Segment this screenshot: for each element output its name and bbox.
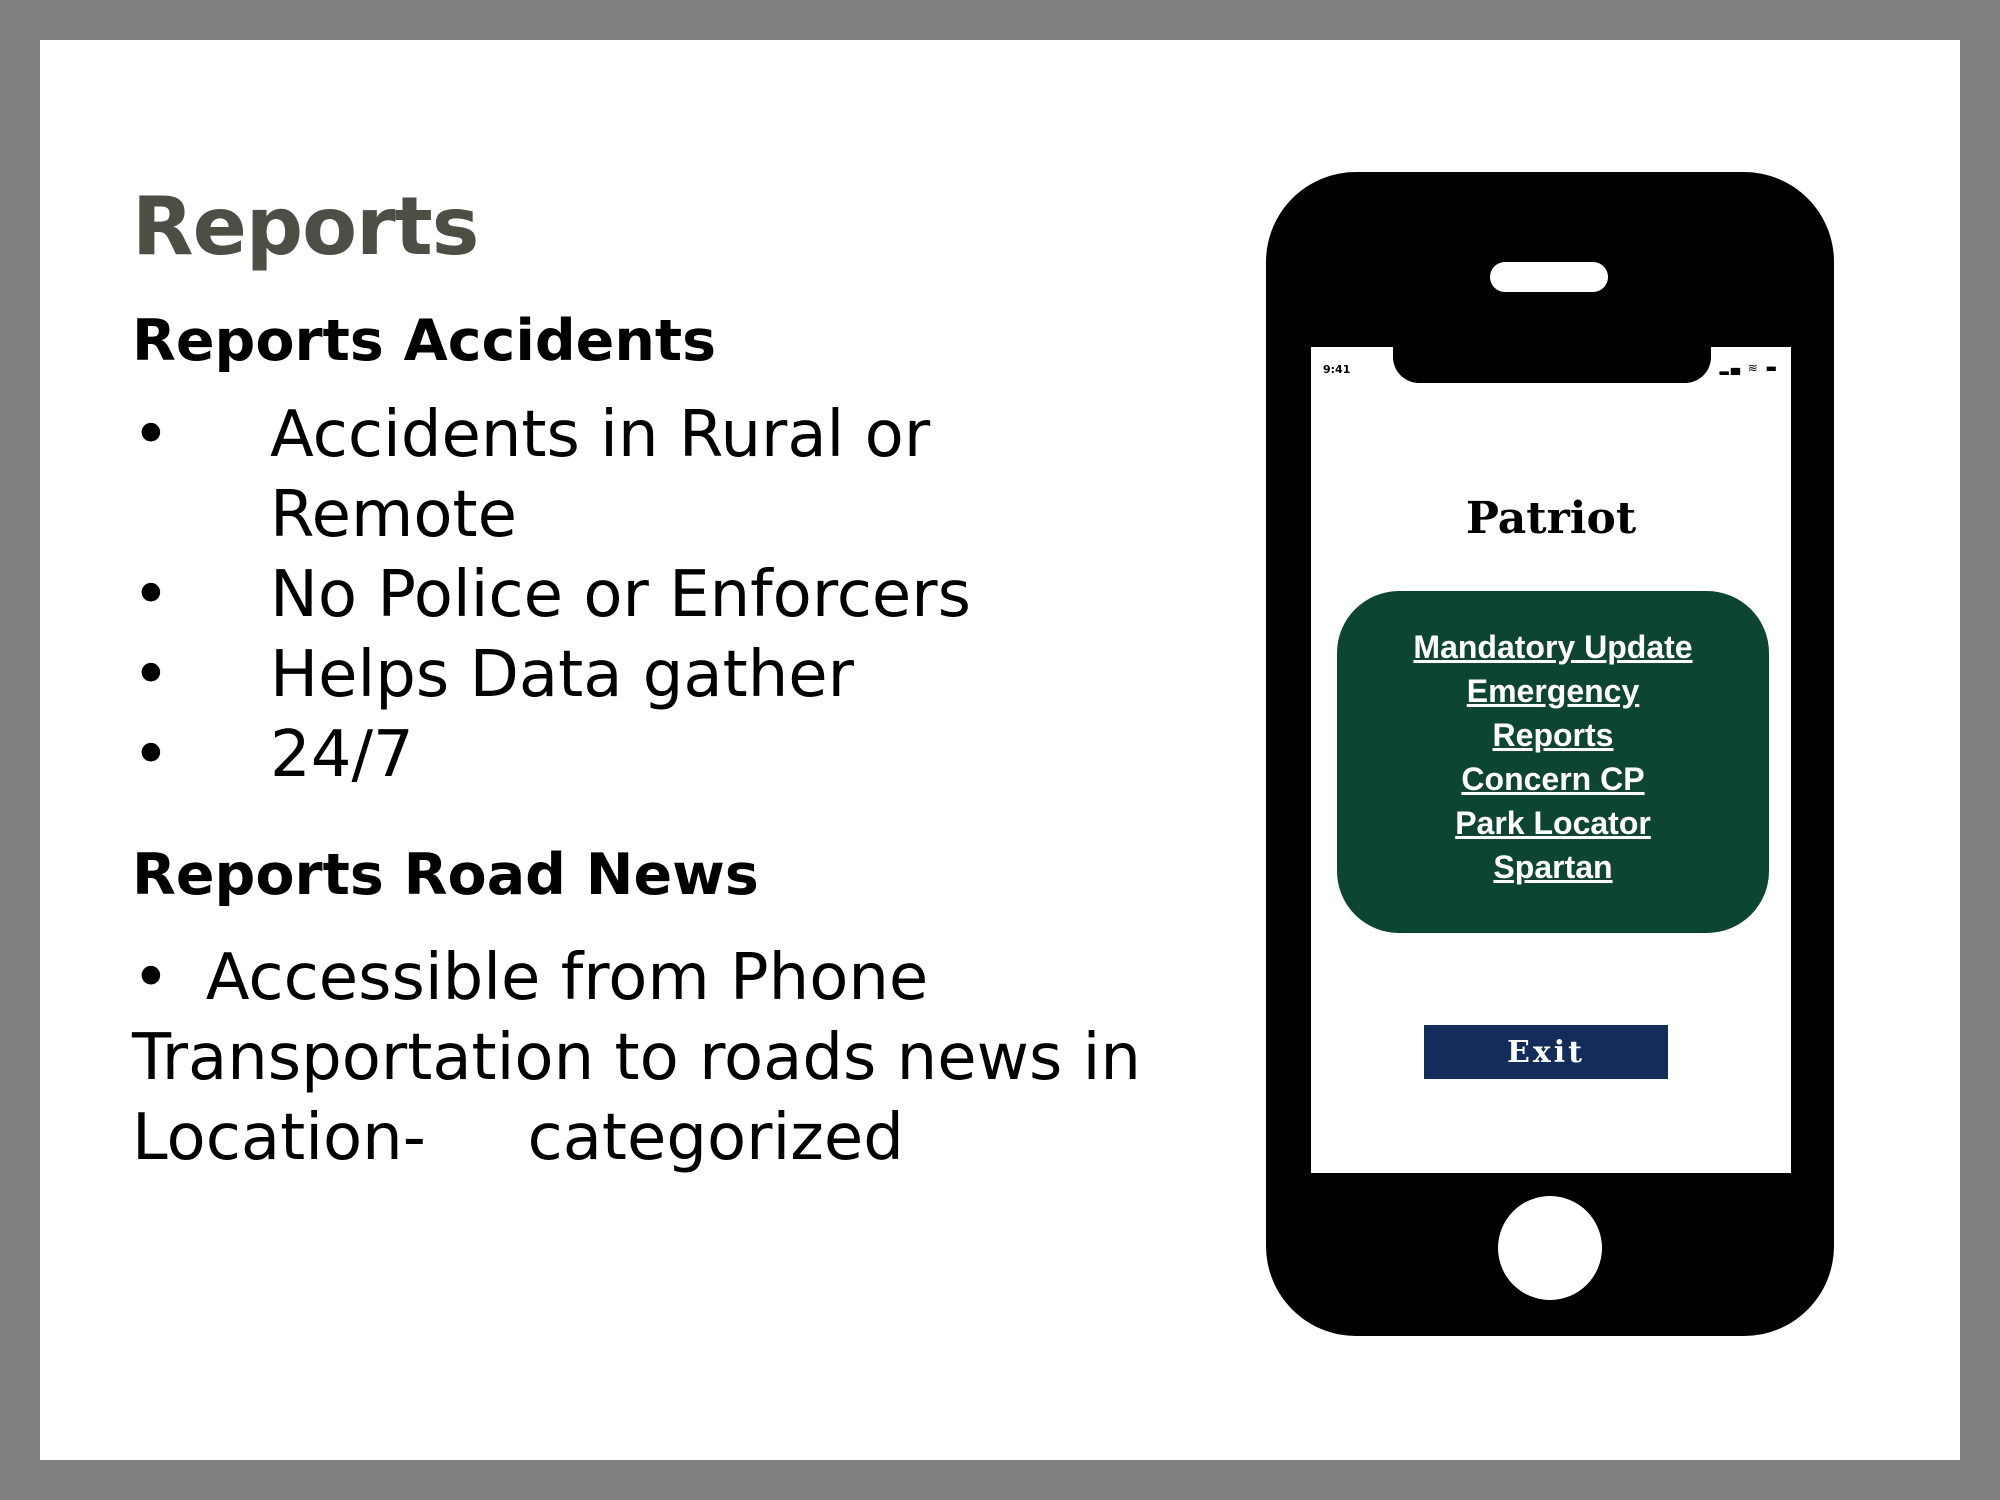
menu-link-reports[interactable]: Reports <box>1492 717 1614 753</box>
bullet-item <box>132 715 1030 795</box>
phone-illustration <box>1266 172 1834 1336</box>
bullet-text: 24/7 <box>270 718 414 792</box>
slide-title: Reports <box>132 180 479 273</box>
bullet-dot: • <box>132 558 170 632</box>
exit-button[interactable]: Exit <box>1424 1025 1668 1079</box>
road-bullet-text: Accessible from Phone <box>205 941 929 1015</box>
phone-speaker <box>1490 262 1608 292</box>
road-line-3: Location- categorized <box>132 1101 904 1175</box>
menu-link-park-locator[interactable]: Park Locator <box>1455 805 1651 841</box>
app-menu <box>1337 591 1769 933</box>
status-icons: ▂▄ ≋ ▬ <box>1719 361 1779 375</box>
bullet-dot: • <box>132 398 170 472</box>
menu-link-mandatory-update[interactable]: Mandatory Update <box>1413 629 1693 665</box>
road-line-2: Transportation to roads news in <box>132 1021 1141 1095</box>
home-button[interactable] <box>1498 1196 1602 1300</box>
phone-screen <box>1311 347 1791 1173</box>
road-bullet-line <box>132 938 1141 1018</box>
phone-notch <box>1393 347 1711 383</box>
menu-link-emergency[interactable]: Emergency <box>1466 673 1640 709</box>
slide <box>40 40 1960 1460</box>
bullet-text: Helps Data gather <box>270 638 854 712</box>
bullet-item <box>132 555 1030 635</box>
section-heading-accidents: Reports Accidents <box>132 308 717 374</box>
status-time: 9:41 <box>1323 363 1351 376</box>
bullet-item <box>132 635 1030 715</box>
bullet-dot: • <box>132 718 170 792</box>
bullet-text: No Police or Enforcers <box>270 558 971 632</box>
section-heading-road-news: Reports Road News <box>132 842 759 908</box>
bullet-dot: • <box>132 638 170 712</box>
menu-link-concern-cp[interactable]: Concern CP <box>1461 761 1645 797</box>
bullet-item <box>132 395 1030 555</box>
bullet-text: Accidents in Rural or Remote <box>270 398 931 552</box>
menu-link-spartan[interactable]: Spartan <box>1493 849 1613 885</box>
accidents-bullet-list <box>132 395 1030 795</box>
bullet-dot: • <box>132 941 170 1015</box>
app-title: Patriot <box>1465 493 1637 544</box>
road-news-text <box>132 938 1141 1178</box>
